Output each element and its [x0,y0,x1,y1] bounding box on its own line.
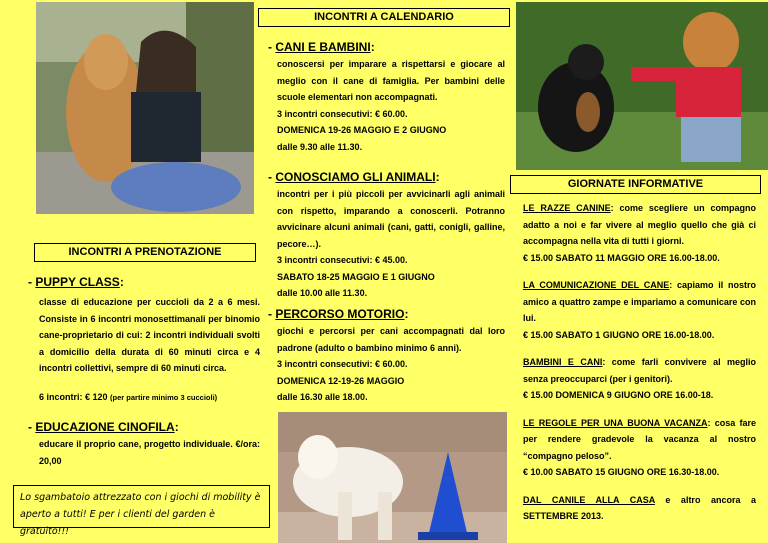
giornata-when: € 15.00 SABATO 11 MAGGIO ORE 16.00-18.00. [523,252,720,263]
cani-bambini-price: 3 incontri consecutivi: € 60.00. [277,108,408,119]
giornata-item: LE REGOLE PER UNA BUONA VACANZA: cosa fare per rendere gradevole la vacanza al nostro “compagno peloso”. [523,417,757,461]
puppy-class-text: classe di educazione per cuccioli da 2 a 6 mesi. Consiste in 6 incontri monosettimanali per binomio cane-proprietario di cui: 2 incontri individuali svolti a domicilio della durata di 60 minuti circa e 4 incontri collettivi, sempre di 60 minuti circa. [39,297,260,373]
percorso-time: dalle 16.30 alle 18.00. [277,392,368,402]
percorso-dates: DOMENICA 12-19-26 MAGGIO [277,375,405,386]
calendario-header: INCONTRI A CALENDARIO [258,8,510,27]
photo-girl-with-dog [516,2,768,170]
cani-bambini-text: conoscersi per imparare a rispettarsi e giocare al meglio con il cane di famiglia. Per bambini delle scuole elementari non accompagnati. [277,59,505,102]
cinofila-title: EDUCAZIONE CINOFILA [35,420,175,434]
conosciamo-price: 3 incontri consecutivi: € 45.00. [277,255,408,265]
giornate-header: GIORNATE INFORMATIVE [510,175,761,194]
photo-woman-with-dog [36,2,254,214]
percorso-text: giochi e percorsi per cani accompagnati dal loro padrone (adulto o bambino minimo 6 anni). [277,326,505,353]
giornata-when: € 15.00 DOMENICA 9 GIUGNO ORE 16.00-18. [523,390,714,400]
giornata-when: € 15.00 SABATO 1 GIUGNO ORE 16.00-18.00. [523,329,715,340]
cani-bambini-title: CANI E BAMBINI [275,40,371,54]
percorso-title: PERCORSO MOTORIO [275,307,405,321]
cinofila-text: educare il proprio cane, progetto individuale. €/ora: 20,00 [39,439,260,466]
giornata-item: LE RAZZE CANINE: come scegliere un compagno adatto a noi e far vivere al meglio quello che già ci accompagna nella vita di tutti i giorni. [523,203,756,246]
giornate-list [523,200,756,525]
percorso-price: 3 incontri consecutivi: € 60.00. [277,359,408,369]
puppy-dash: - [28,275,36,289]
giornata-item: DAL CANILE ALLA CASA e altro ancora a SETTEMBRE 2013. [523,494,756,521]
cani-bambini-dates: DOMENICA 19-26 MAGGIO E 2 GIUGNO [277,125,447,135]
prenotazione-header: INCONTRI A PRENOTAZIONE [34,243,256,262]
conosciamo-text: incontri per i più piccoli per avvicinarli agli animali con rispetto, imparando a conoscerli. Potranno avvicinare alcuni animali (cani, gatti, conigli, galline, pecore…). [277,189,505,249]
photo-dog-with-cone [278,412,507,543]
cani-bambini-time: dalle 9.30 alle 11.30. [277,141,363,152]
giornata-item: LA COMUNICAZIONE DEL CANE: capiamo il nostro amico a quattro zampe e impariamo a comunicare con lui. [523,280,757,323]
puppy-class-price: 6 incontri: € 120 (per partire minimo 3 cuccioli) [39,391,218,402]
mobility-note: Lo sgambatoio attrezzato con i giochi di mobility è aperto a tutti! E per i clienti del garden è gratuito!!! [13,485,270,528]
conosciamo-dates: SABATO 18-25 MAGGIO E 1 GIUGNO [277,271,435,282]
conosciamo-title: CONOSCIAMO GLI ANIMALI [275,170,436,184]
puppy-class-title: PUPPY CLASS [35,275,120,289]
giornata-when: € 10.00 SABATO 15 GIUGNO ORE 16.30-18.00. [523,467,720,477]
conosciamo-time: dalle 10.00 alle 11.30. [277,288,368,298]
giornata-item: BAMBINI E CANI: come farli convivere al meglio senza preoccuparci (per i genitori). [523,357,756,384]
